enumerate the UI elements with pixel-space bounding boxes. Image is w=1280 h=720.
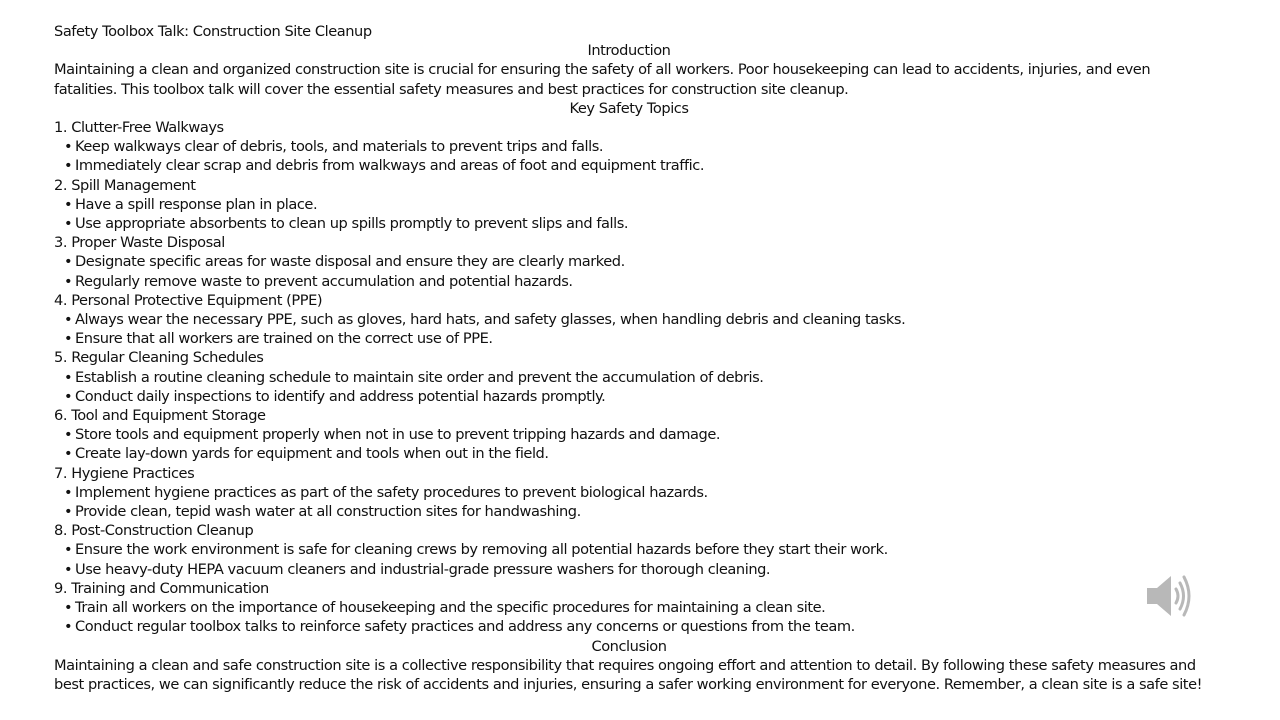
topic-bullet [54,156,1204,175]
intro-paragraph: Maintaining a clean and organized construction site is crucial for ensuring the safety of all workers. Poor housekeeping can lead to accidents, injuries, and even fatalities. This toolbox talk will cover the essential safety measures and best practices for construction site cleanup. [54,61,1151,98]
topic-bullet [54,617,1204,636]
topic-bullet [54,598,1204,617]
bullet-glyph: • [64,272,73,290]
topic-title: 4. Personal Protective Equipment (PPE) [54,291,323,309]
topic-bullet [54,540,1204,559]
bullet-text: Implement hygiene practices as part of the safety procedures to prevent biological hazards. [75,483,708,501]
bullet-text: Use heavy-duty HEPA vacuum cleaners and industrial-grade pressure washers for thorough cleaning. [75,560,771,578]
bullet-glyph: • [64,253,73,271]
topic-title: 9. Training and Communication [54,579,269,597]
topic-title: 7. Hygiene Practices [54,464,195,482]
topic-bullet [54,329,1204,348]
bullet-text: Have a spill response plan in place. [75,195,318,213]
slide-body [54,22,1204,694]
topics-heading: Key Safety Topics [569,99,689,117]
bullet-glyph: • [64,541,73,559]
topic-title: 8. Post-Construction Cleanup [54,522,254,540]
topics-list [54,118,1204,636]
conclusion-paragraph: Maintaining a clean and safe construction site is a collective responsibility that requires ongoing effort and attention to detail. By following these safety measures and best practices, we can significantly reduce the risk of accidents and injuries, ensuring a safer working environment for everyone. Remember, a clean site is a safe site! [54,656,1203,693]
bullet-glyph: • [64,445,73,463]
bullet-text: Designate specific areas for waste disposal and ensure they are clearly marked. [75,253,625,271]
bullet-glyph: • [64,215,73,233]
topic-title: 6. Tool and Equipment Storage [54,407,266,425]
topic-title: 5. Regular Cleaning Schedules [54,349,264,367]
page-title: Safety Toolbox Talk: Construction Site Cleanup [54,23,372,40]
topic-bullet [54,560,1204,579]
bullet-glyph: • [64,330,73,348]
topic-title: 2. Spill Management [54,176,196,194]
bullet-text: Provide clean, tepid wash water at all construction sites for handwashing. [75,503,581,521]
speaker-icon-graphic [1145,572,1195,620]
conclusion-heading: Conclusion [591,637,667,655]
bullet-text: Always wear the necessary PPE, such as gloves, hard hats, and safety glasses, when handling debris and cleaning tasks. [75,311,906,329]
bullet-glyph: • [64,503,73,521]
topic-bullet [54,483,1204,502]
bullet-glyph: • [64,387,73,405]
bullet-glyph: • [64,311,73,329]
bullet-text: Keep walkways clear of debris, tools, and materials to prevent trips and falls. [75,138,604,156]
intro-heading: Introduction [587,42,671,60]
bullet-glyph: • [64,599,73,617]
topic-title: 1. Clutter-Free Walkways [54,119,224,137]
bullet-glyph: • [64,426,73,444]
bullet-text: Ensure that all workers are trained on the correct use of PPE. [75,330,493,348]
bullet-text: Store tools and equipment properly when not in use to prevent tripping hazards and damage. [75,426,721,444]
bullet-glyph: • [64,368,73,386]
topic-bullet [54,502,1204,521]
topic-bullet [54,137,1204,156]
topic-bullet [54,195,1204,214]
bullet-text: Regularly remove waste to prevent accumulation and potential hazards. [75,272,573,290]
topic-bullet [54,214,1204,233]
bullet-text: Conduct regular toolbox talks to reinforce safety practices and address any concerns or questions from the team. [75,618,855,636]
topic-bullet [54,444,1204,463]
bullet-text: Conduct daily inspections to identify and address potential hazards promptly. [75,387,606,405]
bullet-glyph: • [64,483,73,501]
bullet-glyph: • [64,195,73,213]
bullet-glyph: • [64,138,73,156]
bullet-text: Use appropriate absorbents to clean up spills promptly to prevent slips and falls. [75,215,629,233]
bullet-text: Create lay-down yards for equipment and tools when out in the field. [75,445,549,463]
topic-bullet [54,272,1204,291]
topic-bullet [54,310,1204,329]
bullet-text: Train all workers on the importance of housekeeping and the specific procedures for maintaining a clean site. [75,599,826,617]
topic-bullet [54,387,1204,406]
bullet-text: Immediately clear scrap and debris from walkways and areas of foot and equipment traffic. [75,157,705,175]
speaker-icon[interactable] [1145,572,1195,620]
bullet-text: Ensure the work environment is safe for cleaning crews by removing all potential hazards before they start their work. [75,541,888,559]
topic-title: 3. Proper Waste Disposal [54,234,225,252]
topic-bullet [54,425,1204,444]
bullet-text: Establish a routine cleaning schedule to maintain site order and prevent the accumulation of debris. [75,368,764,386]
bullet-glyph: • [64,560,73,578]
bullet-glyph: • [64,618,73,636]
bullet-glyph: • [64,157,73,175]
topic-bullet [54,252,1204,271]
topic-bullet [54,368,1204,387]
